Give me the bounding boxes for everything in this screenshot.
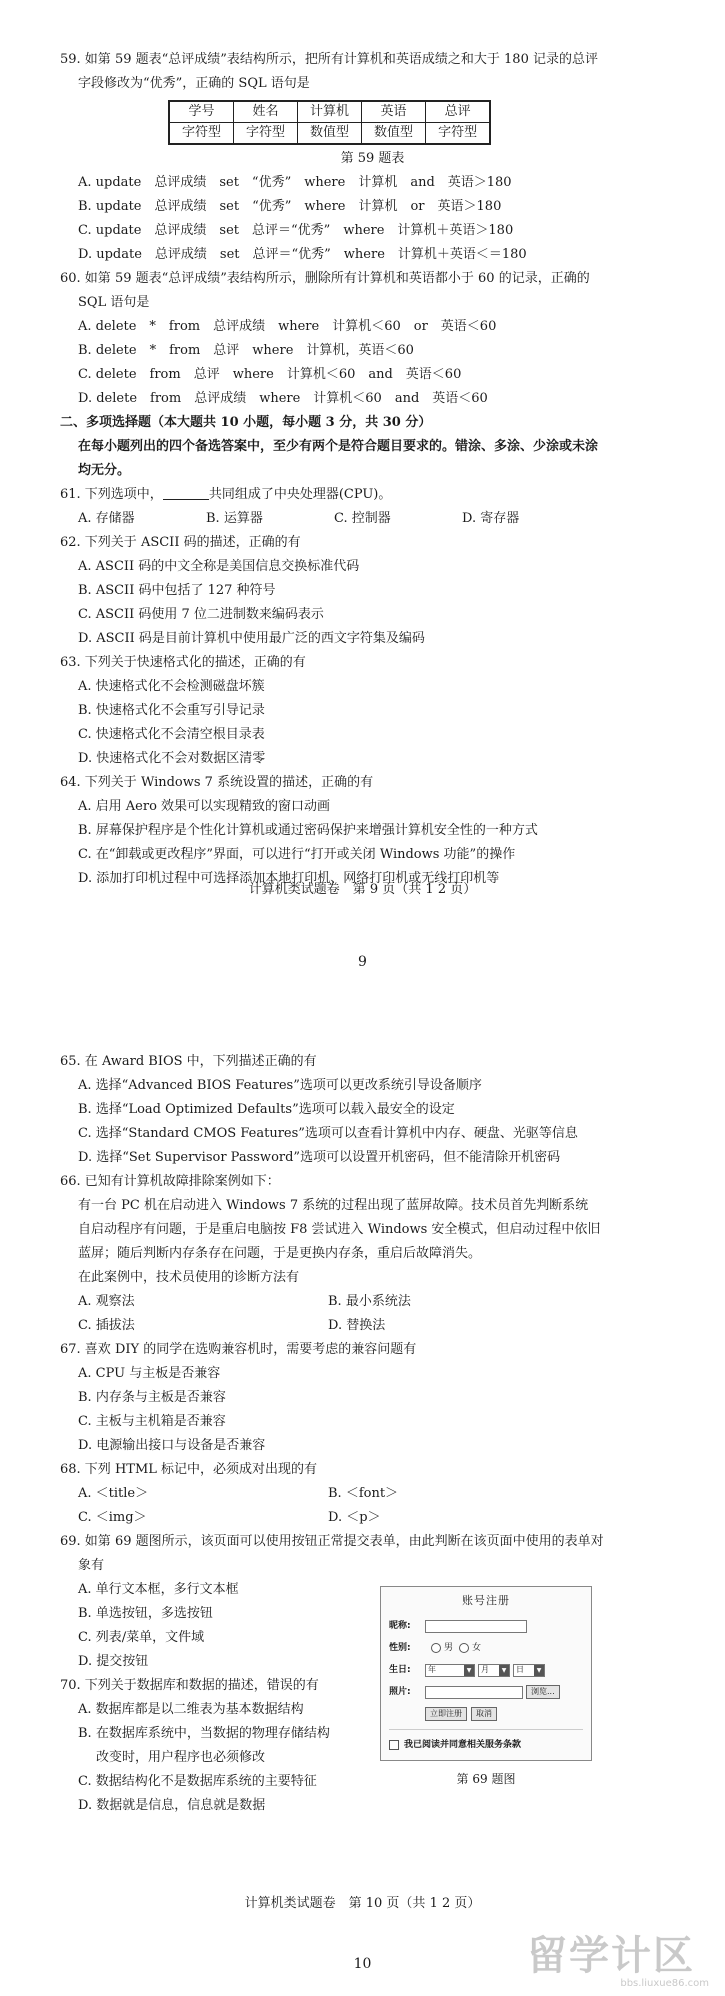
year-select-value: 年 [428, 1665, 436, 1674]
question-stem-cont: SQL 语句是 [78, 295, 150, 310]
nickname-label: 昵称: [389, 1621, 411, 1631]
option-b: B. update 总评成绩 set “优秀” where 计算机 or 英语＞180 [78, 199, 502, 214]
nickname-input[interactable] [425, 1620, 527, 1633]
section-instructions: 在每小题列出的四个备选答案中，至少有两个是符合题目要求的。错涂、多涂、少涂或未涂 [78, 439, 599, 454]
option-b: B. 在数据库系统中，当数据的物理存储结构 [78, 1726, 330, 1741]
page-footer: 计算机类试题卷 第 10 页（共 1 2 页） [244, 1896, 481, 1911]
photo-row [389, 1681, 583, 1703]
case-text: 蓝屏；随后判断内存条存在问题，于是更换内存条，重启后故障消失。 [78, 1246, 482, 1261]
option-d: D. ASCII 码是目前计算机中使用最广泛的西文字符集及编码 [78, 631, 425, 646]
question-66 [60, 1170, 685, 1338]
table-cell: 计算机 [298, 101, 362, 123]
table-cell: 学号 [169, 101, 234, 123]
option-d: D. ＜p＞ [328, 1510, 381, 1525]
question-stem: 66. 已知有计算机故障排除案例如下： [60, 1174, 280, 1189]
option-a: A. ASCII 码的中文全称是美国信息交换标准代码 [78, 559, 360, 574]
question-ask: 在此案例中，技术员使用的诊断方法有 [78, 1270, 300, 1285]
option-d: D. 快速格式化不会对数据区清零 [78, 751, 266, 766]
option-d: D. delete from 总评成绩 where 计算机＜60 and 英语＜60 [78, 391, 488, 406]
option-d: D. update 总评成绩 set 总评＝“优秀” where 计算机＋英语＜＝180 [78, 247, 527, 262]
option-c: C. 控制器 [334, 511, 391, 526]
page-footer: 计算机类试题卷 第 9 页（共 1 2 页） [248, 882, 477, 897]
option-d: D. 数据就是信息，信息就是数据 [78, 1798, 266, 1813]
question-67 [60, 1338, 685, 1458]
question-stem-cont: 象有 [78, 1558, 105, 1573]
table-caption: 第 59 题表 [340, 151, 405, 166]
options-row [60, 1314, 685, 1338]
cancel-button[interactable]: 取消 [471, 1707, 497, 1721]
section-heading: 二、多项选择题（本大题共 10 小题，每小题 3 分，共 30 分） [60, 415, 432, 430]
option-b: B. 选择“Load Optimized Defaults”选项可以载入最安全的设定 [78, 1102, 455, 1117]
question-69-70-block [60, 1530, 685, 1818]
option-d: D. 寄存器 [462, 511, 520, 526]
option-b: B. delete * from 总评 where 计算机，英语＜60 [78, 343, 414, 358]
question-stem: 64. 下列关于 Windows 7 系统设置的描述，正确的有 [60, 775, 374, 790]
option-c: C. 数据结构化不是数据库系统的主要特征 [78, 1774, 317, 1789]
watermark-url: bbs.liuxue86.com [620, 1978, 709, 1989]
question-64 [60, 771, 685, 891]
table-cell: 数值型 [298, 123, 362, 145]
day-select[interactable] [513, 1664, 545, 1677]
table-cell: 字符型 [169, 123, 234, 145]
option-c: C. 在“卸载或更改程序”界面，可以进行“打开或关闭 Windows 功能”的操作 [78, 847, 516, 862]
page-number: 9 [358, 954, 367, 970]
figure-69 [380, 1586, 592, 1791]
watermark-logo: 留学计区 [527, 1933, 695, 1979]
option-c: C. ＜img＞ [78, 1510, 147, 1525]
page-10-content [60, 1050, 685, 1818]
question-stem: 65. 在 Award BIOS 中，下列描述正确的有 [60, 1054, 317, 1069]
question-stem: 62. 下列关于 ASCII 码的描述，正确的有 [60, 535, 301, 550]
option-d: D. 电源输出接口与设备是否兼容 [78, 1438, 266, 1453]
option-b: B. 单选按钮，多选按钮 [78, 1606, 213, 1621]
table-row [169, 123, 490, 145]
birthday-label: 生日: [389, 1665, 411, 1675]
exam-page-10 [0, 1010, 725, 1996]
page-number: 10 [353, 1956, 372, 1972]
registration-form [380, 1586, 592, 1761]
option-c: C. update 总评成绩 set 总评＝“优秀” where 计算机＋英语＞180 [78, 223, 514, 238]
photo-file-input[interactable] [425, 1686, 523, 1699]
option-a: A. 存储器 [78, 511, 135, 526]
options-row [60, 1482, 685, 1506]
stem-prefix: 61. 下列选项中， [60, 487, 163, 502]
agree-row [389, 1729, 583, 1754]
question-stem [60, 483, 685, 507]
option-a: A. 启用 Aero 效果可以实现精致的窗口动画 [78, 799, 331, 814]
question-stem-cont: 字段修改为“优秀”，正确的 SQL 语句是 [78, 76, 310, 91]
answer-blank [163, 485, 209, 500]
question-stem: 63. 下列关于快速格式化的描述，正确的有 [60, 655, 306, 670]
stem-suffix: 共同组成了中央处理器(CPU)。 [208, 487, 392, 502]
option-c: C. 列表/菜单，文件域 [78, 1630, 205, 1645]
case-text: 自启动程序有问题，于是重启电脑按 F8 尝试进入 Windows 安全模式，但启动过程中依旧 [78, 1222, 601, 1237]
male-radio[interactable] [431, 1643, 441, 1653]
table-cell: 总评 [426, 101, 491, 123]
figure-caption: 第 69 题图 [456, 1772, 516, 1786]
option-d: D. 替换法 [328, 1318, 386, 1333]
option-a: A. ＜title＞ [78, 1486, 149, 1501]
page-9-content [60, 48, 685, 891]
question-68 [60, 1458, 685, 1530]
options-row [60, 1506, 685, 1530]
table-cell: 数值型 [362, 123, 426, 145]
question-stem: 69. 如第 69 题图所示，该页面可以使用按钮正常提交表单，由此判断在该页面中使用的表单对 [60, 1534, 604, 1549]
month-select-value: 月 [481, 1665, 489, 1674]
option-b-cont: 改变时，用户程序也必须修改 [96, 1750, 266, 1765]
option-c: C. ASCII 码使用 7 位二进制数来编码表示 [78, 607, 324, 622]
female-label: 女 [472, 1643, 482, 1653]
table-cell: 字符型 [426, 123, 491, 145]
option-a: A. delete * from 总评成绩 where 计算机＜60 or 英语＜60 [78, 319, 497, 334]
question-63 [60, 651, 685, 771]
section-2-header [60, 411, 685, 483]
table-cell: 英语 [362, 101, 426, 123]
year-select[interactable] [425, 1664, 475, 1677]
photo-label: 照片: [389, 1687, 411, 1697]
case-text: 有一台 PC 机在启动进入 Windows 7 系统的过程出现了蓝屏故障。技术员首先判断系统 [78, 1198, 589, 1213]
option-d: D. 提交按钮 [78, 1654, 149, 1669]
chevron-down-icon: ▼ [464, 1665, 474, 1676]
agree-checkbox[interactable] [389, 1740, 399, 1750]
nickname-row [389, 1615, 583, 1637]
site-watermark [527, 1934, 717, 1992]
question-62 [60, 531, 685, 651]
browse-button[interactable]: 浏览... [526, 1685, 560, 1699]
question-stem: 68. 下列 HTML 标记中，必须成对出现的有 [60, 1462, 318, 1477]
question-stem: 60. 如第 59 题表“总评成绩”表结构所示，删除所有计算机和英语都小于 60 的记录，正确的 [60, 271, 590, 286]
option-a: A. 选择“Advanced BIOS Features”选项可以更改系统引导设备顺序 [78, 1078, 482, 1093]
option-b: B. 内存条与主板是否兼容 [78, 1390, 226, 1405]
option-d: D. 添加打印机过程中可选择添加本地打印机、网络打印机或无线打印机等 [78, 871, 500, 886]
option-b: B. 最小系统法 [328, 1294, 411, 1309]
option-c: C. 插拔法 [78, 1318, 135, 1333]
question-60 [60, 267, 685, 411]
table-cell: 姓名 [234, 101, 298, 123]
question-stem: 67. 喜欢 DIY 的同学在选购兼容机时，需要考虑的兼容问题有 [60, 1342, 417, 1357]
option-b: B. ＜font＞ [328, 1486, 399, 1501]
form-title: 账号注册 [462, 1594, 510, 1607]
option-b: B. 屏幕保护程序是个性化计算机或通过密码保护来增强计算机安全性的一种方式 [78, 823, 538, 838]
option-a: A. 单行文本框，多行文本框 [78, 1582, 239, 1597]
question-59 [60, 48, 685, 267]
options-row [60, 1290, 685, 1314]
options-row [60, 507, 685, 531]
question-61 [60, 483, 685, 531]
question-stem: 59. 如第 59 题表“总评成绩”表结构所示，把所有计算机和英语成绩之和大于 180 记录的总评 [60, 52, 598, 67]
question-65 [60, 1050, 685, 1170]
day-select-value: 日 [516, 1665, 524, 1674]
option-a: A. 观察法 [78, 1294, 135, 1309]
month-select[interactable] [478, 1664, 510, 1677]
chevron-down-icon: ▼ [534, 1665, 544, 1676]
option-c: C. delete from 总评 where 计算机＜60 and 英语＜60 [78, 367, 462, 382]
option-a: A. CPU 与主板是否兼容 [78, 1366, 221, 1381]
section-instructions-cont: 均无分。 [78, 463, 131, 478]
option-b: B. ASCII 码中包括了 127 种符号 [78, 583, 276, 598]
option-b: B. 运算器 [206, 511, 263, 526]
option-a: A. 数据库都是以二维表为基本数据结构 [78, 1702, 304, 1717]
agree-text: 我已阅读并同意相关服务条款 [404, 1740, 522, 1750]
female-radio[interactable] [459, 1643, 469, 1653]
option-c: C. 主板与主机箱是否兼容 [78, 1414, 226, 1429]
option-b: B. 快速格式化不会重写引导记录 [78, 703, 265, 718]
option-d: D. 选择“Set Supervisor Password”选项可以设置开机密码，但不能清除开机密码 [78, 1150, 561, 1165]
question-stem: 70. 下列关于数据库和数据的描述，错误的有 [60, 1678, 319, 1693]
option-c: C. 快速格式化不会清空根目录表 [78, 727, 265, 742]
score-table-structure [168, 100, 491, 145]
table-cell: 字符型 [234, 123, 298, 145]
option-a: A. 快速格式化不会检测磁盘坏簇 [78, 679, 265, 694]
chevron-down-icon: ▼ [499, 1665, 509, 1676]
form-buttons [389, 1703, 583, 1725]
male-label: 男 [444, 1643, 454, 1653]
gender-label: 性别: [389, 1643, 411, 1653]
table-header-row [169, 101, 490, 123]
option-c: C. 选择“Standard CMOS Features”选项可以查看计算机中内存、硬盘、光驱等信息 [78, 1126, 578, 1141]
option-a: A. update 总评成绩 set “优秀” where 计算机 and 英语＞180 [78, 175, 512, 190]
gender-row [389, 1637, 583, 1659]
submit-button[interactable]: 立即注册 [425, 1707, 467, 1721]
birthday-row [389, 1659, 583, 1681]
